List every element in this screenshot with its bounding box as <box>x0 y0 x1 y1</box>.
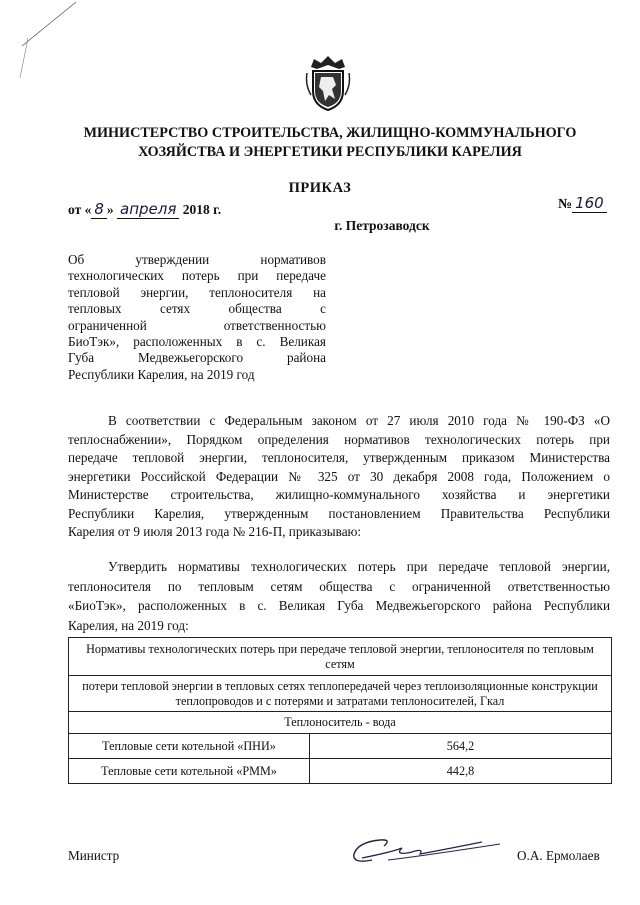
date-year: 2018 г. <box>182 202 222 217</box>
date-month: апреля <box>117 200 179 219</box>
ministry-line-2: ХОЗЯЙСТВА И ЭНЕРГЕТИКИ РЕСПУБЛИКИ КАРЕЛИЯ <box>138 144 522 160</box>
subject-line: Об утверждении нормативов <box>68 252 326 267</box>
norms-table <box>68 637 612 784</box>
table-header-row <box>69 676 612 712</box>
paragraph-line: передаче тепловой энергии, теплоносителя, утвержденным приказом Министерства <box>68 450 610 465</box>
number-value: 160 <box>572 194 607 213</box>
ministry-name <box>40 124 620 162</box>
table-row <box>69 759 612 784</box>
table-header-coolant: Теплоноситель - вода <box>69 712 612 734</box>
date-day: 8 <box>91 200 107 219</box>
paragraph-line: энергетики Российской Федерации № 325 от 30 декабря 2008 года, Положением о <box>68 468 610 484</box>
paragraph-line: Карелия от 9 июля 2013 года № 216-П, приказываю: <box>68 524 362 539</box>
table-header-losses: потери тепловой энергии в тепловых сетях теплопередачей через теплоизоляционные конструкции теплопроводов и с потерями и затратами теплоносителей, Гкал <box>69 676 612 712</box>
paragraph-line: В соответствии с Федеральным законом от 27 июля 2010 года № 190-ФЗ «О <box>108 413 610 428</box>
date-separator: » <box>106 202 114 217</box>
paragraph-line: Карелия, на 2019 год: <box>68 617 189 633</box>
subject-line: Республики Карелия, на 2019 год <box>68 366 255 382</box>
signature-icon <box>332 830 502 870</box>
order-title: ПРИКАЗ <box>288 180 352 196</box>
corner-stroke-icon <box>18 0 78 80</box>
signatory-position: Министр <box>68 848 120 863</box>
paragraph-line: Министерстве строительства, жилищно-коммунального хозяйства и энергетики <box>68 487 610 502</box>
order-number <box>558 194 607 213</box>
subject-line: технологических потерь при передаче <box>68 268 326 284</box>
subject-line: тепловой энергии, теплоносителя на <box>68 284 326 300</box>
paragraph-line: «БиоТэк», расположенных в с. Великая Губа Медвежьегорского района Республики <box>68 598 610 613</box>
table-cell-value: 564,2 <box>310 734 612 759</box>
table-header-row <box>69 712 612 734</box>
paragraph-line: теплоносителя по тепловым сетям общества с ограниченной ответственностью <box>68 578 610 594</box>
table-cell-network: Тепловые сети котельной «РММ» <box>69 759 310 784</box>
subject-line: Губа Медвежьегорского района <box>68 350 326 366</box>
table-cell-value: 442,8 <box>310 759 612 784</box>
table-row <box>69 734 612 759</box>
subject-line: ограниченной ответственностью <box>68 317 326 333</box>
paragraph-line: Утвердить нормативы технологических потерь при передаче тепловой энергии, <box>108 559 610 574</box>
ministry-line-1: МИНИСТЕРСТВО СТРОИТЕЛЬСТВА, ЖИЛИЩНО-КОММУНАЛЬНОГО <box>83 125 577 141</box>
subject-line: тепловых сетях общества с <box>68 301 326 317</box>
date-prefix: от « <box>68 202 92 217</box>
subject-line: БиоТэк», расположенных в с. Великая <box>68 334 326 350</box>
table-header-main: Нормативы технологических потерь при передаче тепловой энергии, теплоносителя по тепловым сетям <box>69 638 612 676</box>
paragraph-line: теплоснабжении», Порядком определения нормативов технологических потерь при <box>68 431 610 447</box>
order-city: г. Петрозаводск <box>334 218 430 233</box>
table-header-row <box>69 638 612 676</box>
coat-of-arms-icon <box>305 55 351 111</box>
number-prefix: № <box>558 197 573 212</box>
decision-paragraph <box>68 557 610 635</box>
preamble-paragraph <box>68 412 610 542</box>
signatory-name: О.А. Ермолаев <box>517 848 600 863</box>
order-subject <box>68 252 326 383</box>
paragraph-line: Республики Карелия, утвержденным постановлением Правительства Республики <box>68 505 610 521</box>
table-cell-network: Тепловые сети котельной «ПНИ» <box>69 734 310 759</box>
order-date <box>68 200 221 219</box>
